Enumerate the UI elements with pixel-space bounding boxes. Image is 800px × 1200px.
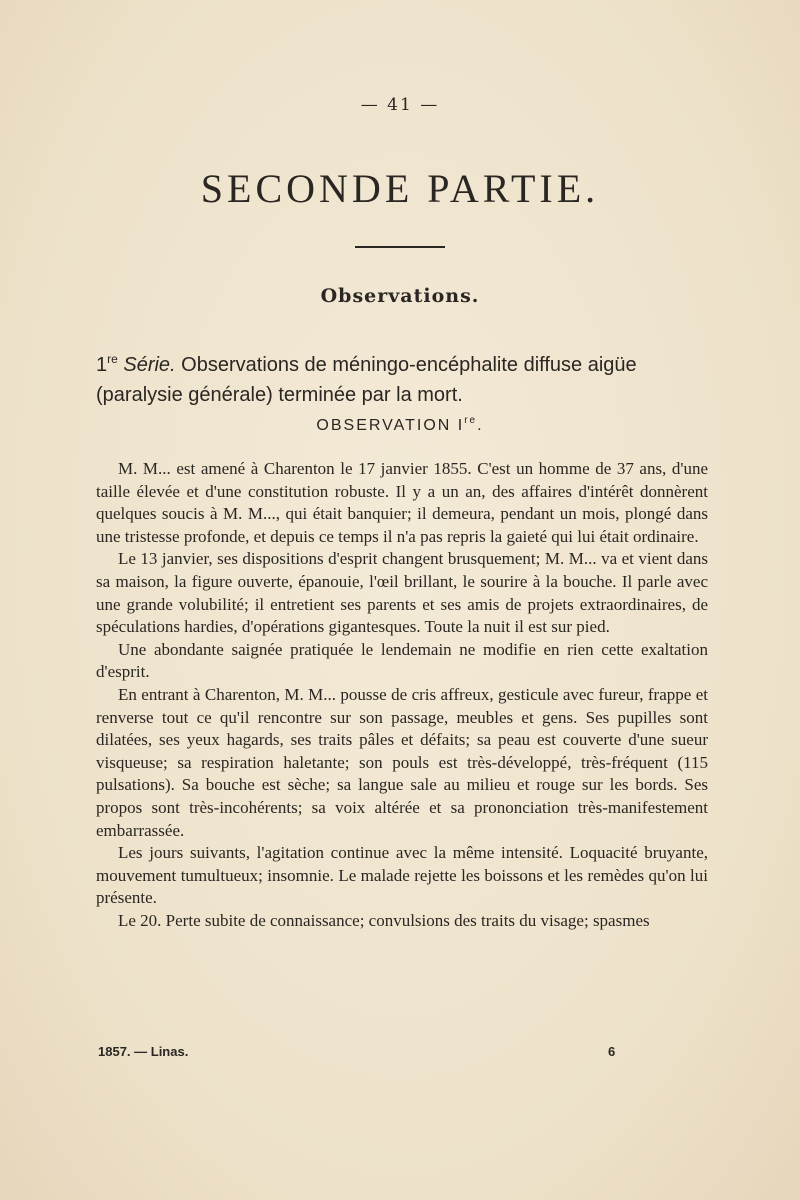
paragraph: Les jours suivants, l'agitation continue avec la même intensité. Loquacité bruyante, mouvement tumultueux; insomnie. Le malade rejette les boissons et les remèdes qu'on lui présente. <box>96 843 708 908</box>
footer-signature: 1857. — Linas. <box>98 1044 189 1059</box>
page-number: — 41 — <box>360 95 440 115</box>
series-label: Série. <box>123 354 176 376</box>
paragraph: Une abondante saignée pratiquée le lendemain ne modifie en rien cette exaltation d'esprit. <box>96 639 708 682</box>
observation-heading-suffix: re <box>464 415 478 426</box>
body-text <box>96 458 708 932</box>
series-number: 1 <box>96 354 108 376</box>
series-number-suffix: re <box>107 352 118 366</box>
footer-signature-mark: 6 <box>608 1044 616 1059</box>
paragraph: Le 20. Perte subite de connaissance; convulsions des traits du visage; spasmes <box>118 910 650 930</box>
paragraph: Le 13 janvier, ses dispositions d'esprit changent brusquement; M. M... va et vient dans sa maison, la figure ouverte, épanouie, l'œil brillant, le sourire à la bouche. Il parle avec une grande volubilité; il entretient ses parents et ses amis de projets extraordinaires, de spéculations hardies, d'opérations gigantesques. Toute la nuit il est sur pied. <box>96 549 708 637</box>
observation-heading-text: OBSERVATION I <box>316 417 465 434</box>
paragraph: M. M... est amené à Charenton le 17 janvier 1855. C'est un homme de 37 ans, d'une taille élevée et d'une constitution robuste. Il y a un an, des affaires d'intérêt donnèrent quelques soucis à M. M..., qui était banquier; il demeura, pendant un mois, plongé dans une tristesse profonde, et depuis ce temps il n'a pas repris la gaieté qui lui était ordinaire. <box>96 459 708 546</box>
title-divider <box>355 246 445 248</box>
paragraph: En entrant à Charenton, M. M... pousse de cris affreux, gesticule avec fureur, frappe et renverse tout ce qu'il rencontre sur son passage, meubles et gens. Ses pupilles sont dilatées, ses yeux hagards, ses traits pâles et défaits; sa peau est couverte d'une sueur visqueuse; sa respiration haletante; son pouls est très-développé, très-fréquent (115 pulsations). Sa bouche est sèche; sa langue sale au milieu et rouge sur les bords. Ses propos sont très-incohérents; sa voix altérée et sa prononciation très-manifestement embarrassée. <box>96 684 708 840</box>
series-heading <box>96 350 708 410</box>
section-title: Observations. <box>320 285 480 307</box>
observation-heading-end: . <box>477 417 484 434</box>
part-title: SECONDE PARTIE. <box>200 166 600 211</box>
series-text: Observations de méningo-encéphalite diffuse aigüe (paralysie générale) terminée par la mort. <box>96 354 637 406</box>
observation-heading <box>0 417 800 435</box>
